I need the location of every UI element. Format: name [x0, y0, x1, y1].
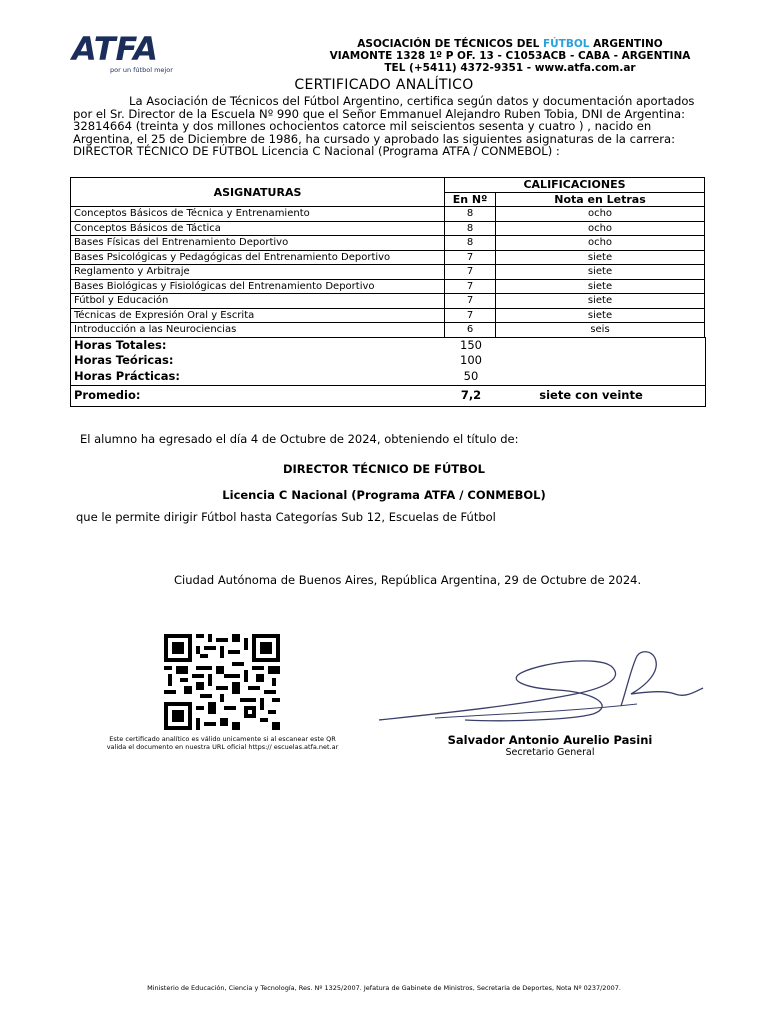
place-date: Ciudad Autónoma de Buenos Aires, República Argentina, 29 de Octubre de 2024.	[174, 573, 642, 587]
col-grades: CALIFICACIONES	[445, 178, 705, 193]
table-row: Conceptos Básicos de Táctica 8 ocho	[71, 221, 705, 236]
hours-theory-value: 100	[460, 353, 482, 367]
table-row: Bases Físicas del Entrenamiento Deportivo 8 ocho	[71, 236, 705, 251]
intro-paragraph: La Asociación de Técnicos del Fútbol Argentino, certifica según datos y documentación aportados por el Sr. Director de la Escuela Nº 990 que el Señor Emmanuel Alejandro Ruben Tobia, DNI de Argentina: 32814664 (treinta y dos millones ochocientos catorce mil seiscientos sesenta y cuatro ) , nacido en Argentina, el 25 de Diciembre de 1986, ha cursado y aprobado las siguientes asignaturas de la carrera: DIRECTOR TÉCNICO DE FÚTBOL Licencia C Nacional (Programa ATFA / CONMEBOL) :	[73, 94, 695, 159]
org-header	[300, 38, 720, 74]
graduation-text: El alumno ha egresado el día 4 de Octubre de 2024, obteniendo el título de:	[80, 432, 519, 446]
logo-text: ATFA	[72, 30, 159, 68]
signature	[375, 648, 715, 728]
degree-license: Licencia C Nacional (Programa ATFA / CONMEBOL)	[222, 488, 546, 502]
signatory-role: Secretario General	[505, 747, 595, 758]
hours-practice-value: 50	[463, 369, 479, 383]
logo-tagline: por un fútbol mejor	[110, 66, 173, 74]
average-value: 7,2	[460, 388, 482, 402]
atfa-logo	[70, 30, 180, 76]
grades-table	[70, 177, 705, 338]
table-row: Técnicas de Expresión Oral y Escrita 7 siete	[71, 308, 705, 323]
hours-theory-label: Horas Teóricas:	[74, 353, 174, 367]
col-number: En Nº	[445, 192, 496, 207]
table-row: Reglamento y Arbitraje 7 siete	[71, 265, 705, 280]
degree-title: DIRECTOR TÉCNICO DE FÚTBOL	[282, 462, 486, 476]
org-contact: TEL (+5411) 4372-9351 - www.atfa.com.ar	[384, 62, 636, 74]
hours-practice-label: Horas Prácticas:	[74, 369, 180, 383]
table-row: Conceptos Básicos de Técnica y Entrenamiento 8 ocho	[71, 207, 705, 222]
signatory-name: Salvador Antonio Aurelio Pasini	[447, 733, 653, 747]
footer-note: Ministerio de Educación, Ciencia y Tecnología, Res. Nº 1325/2007. Jefatura de Gabinete de Ministros, Secretaria de Deportes, Nota Nº 0237/2007.	[147, 984, 621, 992]
table-row: Introducción a las Neurociencias 6 seis	[71, 323, 705, 338]
hours-total-value: 150	[460, 338, 482, 352]
divider	[71, 385, 705, 386]
document-title: CERTIFICADO ANALÍTICO	[294, 77, 474, 93]
scope-text: que le permite dirigir Fútbol hasta Categorías Sub 12, Escuelas de Fútbol	[76, 510, 496, 524]
qr-code	[164, 634, 280, 730]
col-subjects: ASIGNATURAS	[71, 178, 445, 207]
qr-note: Este certificado analítico es válido unicamente si al escanear este QR valida el documento en nuestra URL oficial https:// escuelas.atfa.net.ar	[106, 735, 339, 751]
table-row: Fútbol y Educación 7 siete	[71, 294, 705, 309]
table-row: Bases Psicológicas y Pedagógicas del Entrenamiento Deportivo 7 siete	[71, 250, 705, 265]
hours-total-label: Horas Totales:	[74, 338, 167, 352]
table-row: Bases Biológicas y Fisiológicas del Entrenamiento Deportivo 7 siete	[71, 279, 705, 294]
average-label: Promedio:	[74, 388, 141, 402]
col-letters: Nota en Letras	[496, 192, 705, 207]
totals-block	[70, 337, 706, 407]
org-name: ASOCIACIÓN DE TÉCNICOS DEL FÚTBOL ARGENTINO	[357, 38, 663, 50]
org-address: VIAMONTE 1328 1º P OF. 13 - C1053ACB - CABA - ARGENTINA	[329, 50, 691, 62]
average-letters: siete con veinte	[539, 388, 643, 402]
